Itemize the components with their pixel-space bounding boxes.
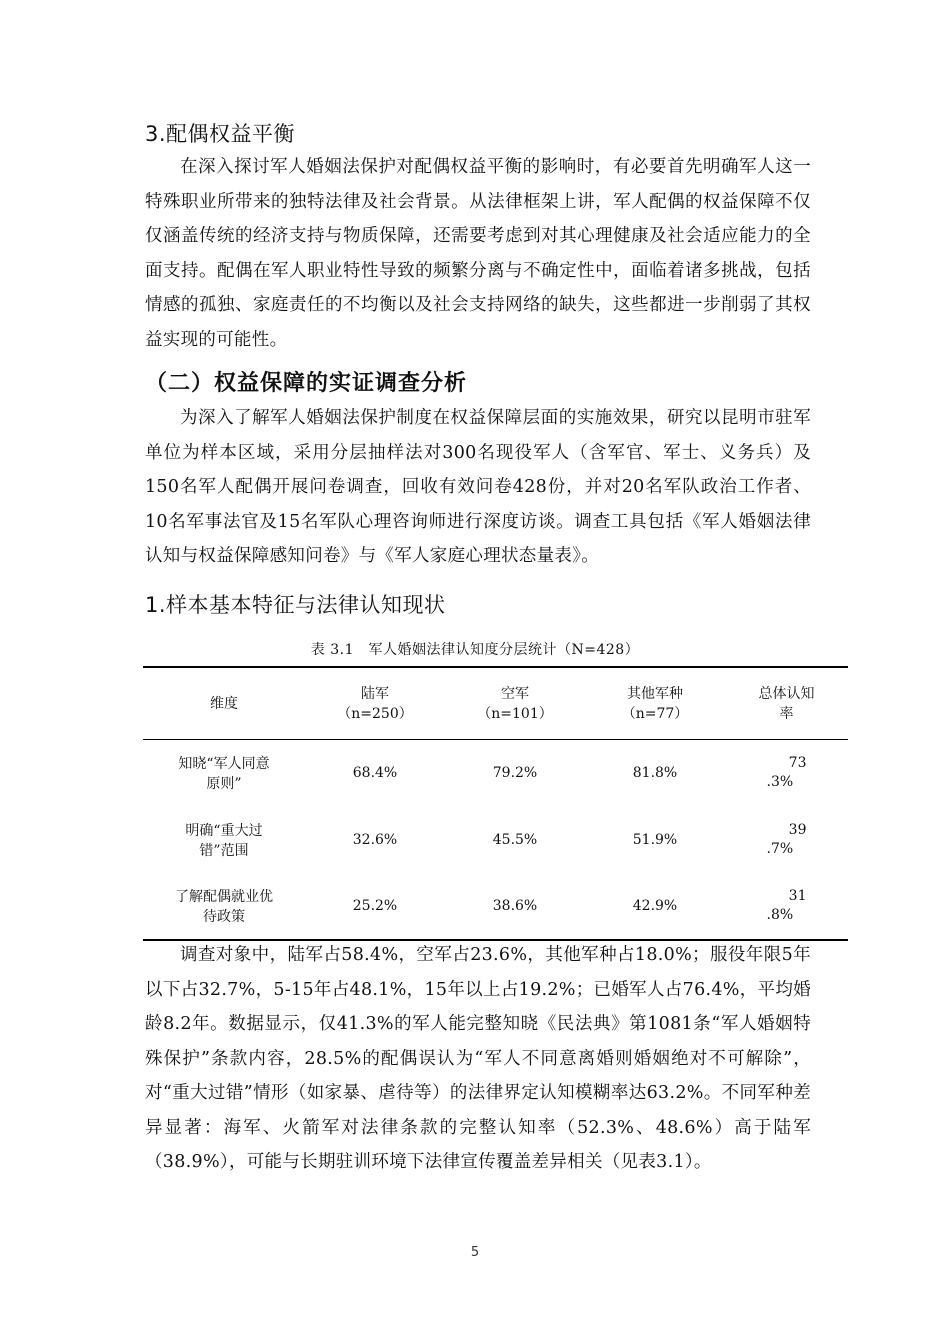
table-row (143, 873, 848, 940)
table-header-row (143, 667, 848, 739)
header-army-count: （n=250） (337, 706, 413, 723)
header-other-label: 其他军种 (627, 686, 683, 703)
cell-overall-line2: .3% (766, 773, 794, 790)
header-other-count: （n=77） (621, 706, 689, 723)
header-overall-line2: 率 (779, 706, 794, 723)
paragraph-spouse-rights: 在深入探讨军人婚姻法保护对配偶权益平衡的影响时，有必要首先明确军人这一特殊职业所带来的独特法律及社会背景。从法律框架上讲，军人配偶的权益保障不仅仅涵盖传统的经济支持与物质保障，还需要考虑到对其心理健康及社会适应能力的全面支持。配偶在军人职业特性导致的频繁分离与不确定性中，面临着诸多挑战，包括情感的孤独、家庭责任的不均衡以及社会支持网络的缺失，这些都进一步削弱了其权益实现的可能性。 (145, 157, 811, 350)
section-heading-sample-features: 1.样本基本特征与法律认知现状 (145, 593, 446, 617)
page-number: 5 (470, 1245, 480, 1260)
cell-airforce: 45.5% (492, 831, 538, 848)
cell-dimension-line2: 原则” (206, 775, 242, 792)
cell-airforce: 38.6% (492, 898, 538, 914)
cell-dimension (143, 873, 305, 940)
cell-dimension-line1: 知晓“军人同意 (178, 755, 270, 772)
cell-dimension-line1: 了解配偶就业优 (175, 889, 273, 905)
header-dimension-label: 维度 (210, 696, 238, 713)
cell-other: 51.9% (632, 831, 678, 848)
header-overall-line1: 总体认知 (758, 686, 815, 703)
cell-overall-line2: .8% (766, 907, 794, 923)
cell-army: 68.4% (352, 764, 398, 781)
section-heading-spouse-rights: 3.配偶权益平衡 (145, 122, 296, 146)
table-row (143, 739, 848, 806)
header-army (305, 667, 445, 739)
cell-overall (725, 739, 848, 806)
cell-overall-line1: 39 (788, 821, 807, 838)
cell-army: 32.6% (352, 831, 398, 848)
cell-overall (725, 806, 848, 873)
header-airforce-label: 空军 (501, 686, 529, 703)
paragraph-empirical-survey: 为深入了解军人婚姻法保护制度在权益保障层面的实施效果，研究以昆明市驻军单位为样本区域，采用分层抽样法对300名现役军人（含军官、军士、义务兵）及150名军人配偶开展问卷调查，回收有效问卷428份，并对20名军队政治工作者、10名军事法官及15名军队心理咨询师进行深度访谈。调查工具包括《军人婚姻法律认知与权益保障感知问卷》与《军人家庭心理状态量表》。 (145, 408, 811, 566)
cell-dimension (143, 806, 305, 873)
cell-other: 42.9% (632, 898, 678, 914)
section-heading-empirical-survey: （二）权益保障的实证调查分析 (145, 371, 468, 396)
header-army-label: 陆军 (361, 686, 389, 703)
table-row (143, 806, 848, 873)
table-caption: 表 3.1 军人婚姻法律认知度分层统计（N=428） (310, 642, 640, 658)
header-airforce (445, 667, 585, 739)
cell-dimension-line2: 错”范围 (199, 842, 249, 859)
cell-army: 25.2% (352, 898, 398, 914)
cell-overall-line1: 31 (788, 888, 807, 904)
header-dimension (143, 667, 305, 739)
cell-dimension-line2: 待政策 (203, 909, 245, 925)
header-airforce-count: （n=101） (477, 706, 553, 723)
cell-overall-line1: 73 (788, 754, 807, 771)
cell-overall-line2: .7% (766, 840, 794, 857)
cell-dimension-line1: 明确“重大过 (185, 822, 263, 839)
cell-airforce: 79.2% (492, 764, 538, 781)
header-overall-rate (725, 667, 848, 739)
cell-dimension (143, 739, 305, 806)
header-other-branches (585, 667, 725, 739)
legal-awareness-table (143, 666, 848, 941)
paragraph-sample-features: 调查对象中，陆军占58.4%，空军占23.6%，其他军种占18.0%；服役年限5年以下占32.7%，5-15年占48.1%，15年以上占19.2%；已婚军人占76.4%，平均婚龄8.2年。数据显示，仅41.3%的军人能完整知晓《民法典》第1081条“军人婚姻特殊保护”条款内容，28.5%的配偶误认为“军人不同意离婚则婚姻绝对不可解除”，对“重大过错”情形（如家暴、虐待等）的法律界定认知模糊率达63.2%。不同军种差异显著：海军、火箭军对法律条款的完整认知率（52.3%、48.6%）高于陆军（38.9%），可能与长期驻训环境下法律宣传覆盖差异相关（见表3.1）。 (145, 945, 811, 1172)
cell-other: 81.8% (632, 764, 678, 781)
cell-overall (725, 873, 848, 940)
